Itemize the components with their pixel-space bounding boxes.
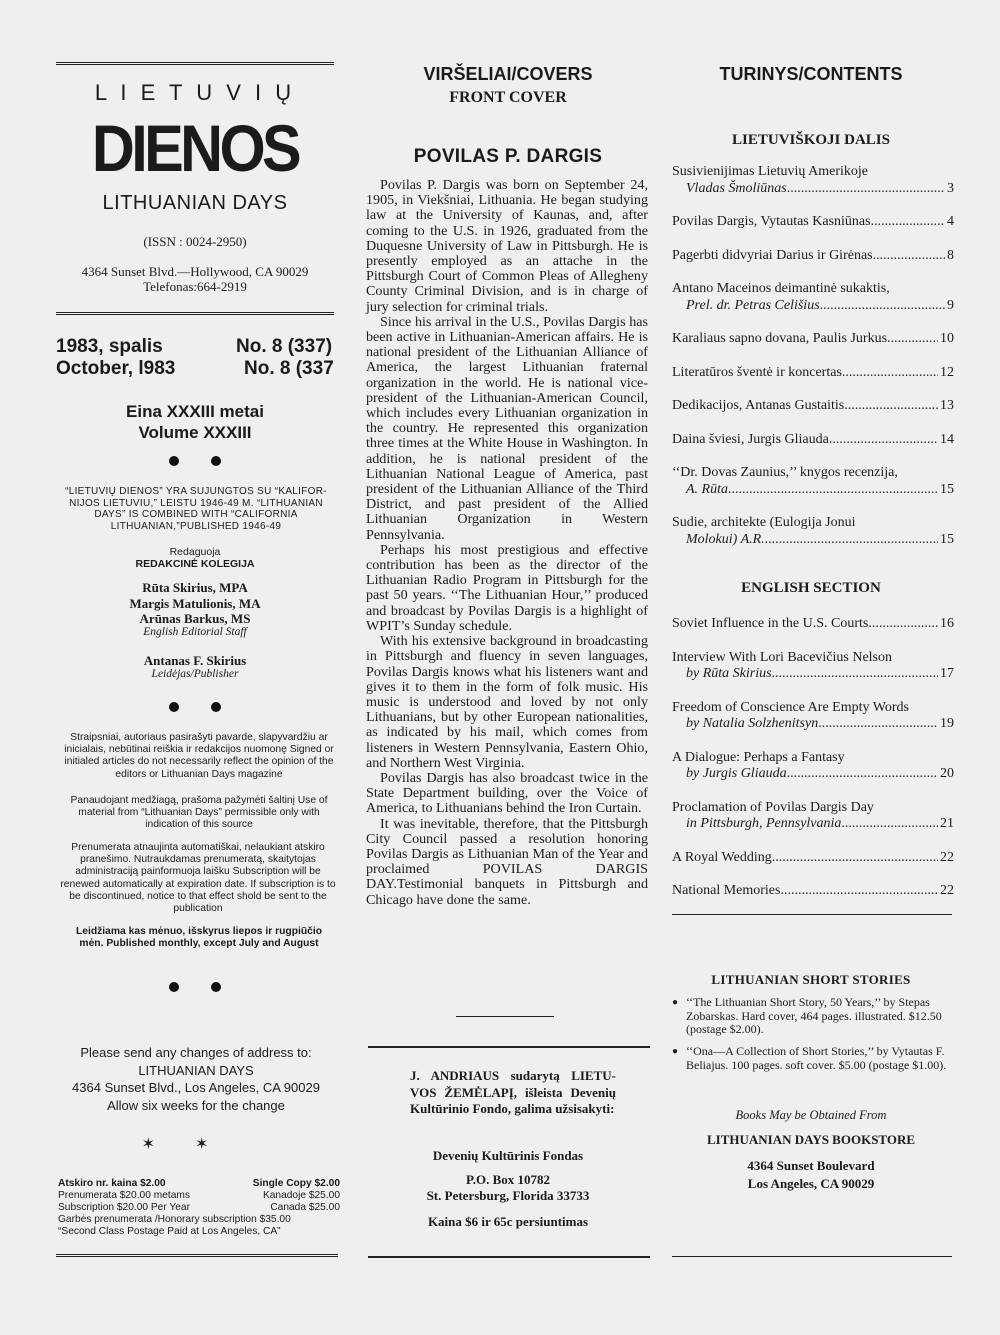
volume-en: Volume XXXIII [138, 423, 252, 442]
toc-page-number: 10 [940, 331, 954, 346]
masthead-phone: Telefonas:664-2919 [143, 279, 247, 294]
issue-date-lt: 1983, spalis [56, 336, 163, 357]
address-change-line-1: Please send any changes of address to: [80, 1045, 312, 1060]
bookstore-city: Los Angeles, CA 90029 [747, 1176, 875, 1191]
toc-entry-row [672, 482, 954, 499]
en-section-heading: ENGLISH SECTION [741, 580, 881, 596]
toc-leader-dots [829, 432, 938, 449]
masthead-bottom-rule [56, 312, 334, 317]
covers-heading: VIRŠELIAI/COVERS [423, 64, 593, 84]
toc-leader-dots [842, 365, 938, 382]
masthead-address: 4364 Sunset Blvd.—Hollywood, CA 90029 [81, 264, 309, 279]
toc-entry-title: A Dialogue: Perhaps a Fantasy [672, 749, 845, 765]
editor-3: Arūnas Barkus, MS [139, 611, 251, 626]
toc-page-number: 17 [940, 666, 954, 681]
price-row-3 [58, 1202, 340, 1214]
toc-leader-dots [873, 248, 945, 265]
renewal-notice: Prenumerata atnaujinta automatiškai, nelaukiant atskiro pranešimo. Nutraukdamas prenumeratą, skaitytojas administraciją painformuoja laišku Subscription will be renewed automatically at expiration date. If subscription is to be discontinued, notice to that effect shold be sent to the publication [60, 842, 336, 915]
toc-page-number: 9 [947, 297, 954, 313]
signed-articles-notice: Straipsniai, autoriaus pasirašyti pavarde, slapyvardžiu ar inicialais, nebūtinai reiškia ir redakcijos nuomonę Signed or initialed articles do not necessarily reflect the opinion of the editors or Lithuanian Days magazine [64, 732, 334, 780]
toc-entry-text: Prel. dr. Petras Celišius [686, 297, 820, 313]
toc-entry-text: Pagerbti didvyriai Darius ir Girėnas [672, 247, 873, 263]
toc-entry-row [672, 398, 954, 415]
toc-entry-row [672, 616, 954, 633]
canada-en: Canada $25.00 [270, 1202, 340, 1214]
map-ad-box: P.O. Box 10782 [465, 1172, 551, 1187]
toc-entry [672, 700, 954, 733]
toc-entry-title: Susivienijimas Lietuvių Amerikoje [672, 164, 868, 179]
toc-entry [672, 214, 954, 231]
masthead-top-rule [56, 62, 334, 67]
bullet-divider-2 [56, 698, 334, 716]
toc-page-number: 15 [940, 481, 954, 497]
price-row-2 [58, 1190, 340, 1202]
toc-entry-title: Interview With Lori Bacevičius Nelson [672, 649, 893, 665]
bullet-divider-1 [56, 452, 334, 470]
toc-entry-row [672, 331, 954, 348]
toc-entry-text: Karaliaus sapno dovana, Paulis Jurkus [672, 331, 888, 346]
masthead-lithuanian-days: LITHUANIAN DAYS [102, 192, 288, 214]
toc-entry-text: Molokui) A.R. [686, 531, 765, 547]
toc-entry-text: National Memories [672, 883, 781, 898]
toc-entry-row [672, 248, 954, 265]
left-bottom-rule [56, 1254, 338, 1259]
toc-entry-row [672, 716, 954, 733]
subscription-lt: Prenumerata $20.00 metams [58, 1190, 190, 1202]
toc-page-number: 19 [940, 716, 954, 731]
map-ad-price: Kaina $6 ir 65c persiuntimas [427, 1214, 589, 1229]
toc-leader-dots [780, 883, 938, 900]
article-paragraph: Povilas P. Dargis was born on September 24, 1905, in Viekšniai, Lithuania. He began studying law at the University of Kaunas, and, after coming to the U.S. in 1926, graduated from the Duquesne University of Law in Pittsburgh. He is presently employed as an attache in the Pittsburgh Court of Common Pleas of Allegheny County Criminal Division, and is in charge of jury selection for criminal trials. [366, 177, 648, 315]
short-story-text: ‘‘The Lithuanian Short Story, 50 Years,’’ by Stepas Zobarskas. Hard cover, 464 pages. illustrated. $12.50 (postage $2.00). [686, 995, 942, 1036]
address-change-block [48, 1044, 344, 1114]
toc-entry-row [672, 883, 954, 900]
toc-page-number: 3 [947, 180, 954, 196]
toc-entry-row [672, 666, 954, 683]
en-contents-list [672, 616, 954, 917]
bullet-divider-3 [56, 978, 334, 996]
short-stories-heading: LITHUANIAN SHORT STORIES [711, 972, 911, 987]
toc-entry-title: ‘‘Dr. Dovas Zaunius,’’ knygos recenzija, [672, 465, 898, 480]
toc-page-number: 20 [940, 766, 954, 781]
toc-entry-row [672, 432, 954, 449]
price-block [58, 1178, 340, 1238]
article-paragraph: Perhaps his most prestigious and effective contribution has been as the director of the Lithuanian Radio Program in Pittsburgh for the past 50 years. ‘‘The Lithuanian Hour,’’ produced and broadcast by Povilas Dargis is a highlight of WPIT’s Sunday schedule. [366, 541, 648, 634]
toc-entry [672, 800, 954, 833]
toc-leader-dots [868, 616, 938, 633]
toc-entry-text: A Royal Wedding [672, 849, 772, 865]
toc-entry [672, 331, 954, 348]
right-bottom-rule [672, 1256, 952, 1257]
toc-leader-dots [841, 816, 938, 833]
map-ad-top-rule [368, 1046, 650, 1048]
editor-1: Rūta Skirius, MPA [142, 580, 248, 595]
short-story-item-1 [672, 996, 954, 1037]
toc-leader-dots [871, 214, 945, 231]
contents-heading: TURINYS/CONTENTS [719, 64, 903, 84]
toc-entry [672, 883, 954, 900]
toc-leader-dots [844, 398, 938, 415]
bullet-dot [211, 982, 221, 992]
volume-lt: Eina XXXIII metai [126, 402, 264, 421]
editorial-board-title: REDAKCINĖ KOLEGIJA [135, 558, 255, 570]
toc-page-number: 13 [940, 398, 954, 413]
editorial-staff-label: English Editorial Staff [143, 626, 247, 638]
toc-entry-row [672, 850, 954, 867]
bullet-dot [211, 702, 221, 712]
toc-leader-dots [787, 766, 938, 783]
toc-entry-row [672, 214, 954, 231]
issue-date-en: October, l983 [56, 358, 176, 379]
toc-page-number: 15 [940, 531, 954, 547]
toc-leader-dots [887, 331, 938, 348]
issue-number-lt: No. 8 (337) [236, 336, 333, 357]
single-copy-en: Single Copy $2.00 [252, 1178, 340, 1189]
issn: (ISSN : 0024-2950) [143, 234, 247, 249]
toc-entry-title: Proclamation of Povilas Dargis Day [672, 799, 874, 815]
map-ad-city: St. Petersburg, Florida 33733 [426, 1188, 590, 1203]
article-title: POVILAS P. DARGIS [413, 146, 603, 167]
lt-contents-list [672, 164, 954, 565]
toc-leader-dots [765, 532, 938, 549]
toc-entry [672, 465, 954, 498]
toc-entry-row [672, 365, 954, 382]
canada-lt: Kanadoje $25.00 [262, 1190, 340, 1202]
article-end-rule [456, 1016, 554, 1017]
toc-leader-dots [787, 181, 945, 198]
toc-page-number: 22 [940, 849, 954, 865]
monthly-notice: Leidžiama kas mėnuo, išskyrus liepos ir rugpiūčio mėn. Published monthly, except July and August [75, 926, 323, 950]
address-change-line-3: 4364 Sunset Blvd., Los Angeles, CA 90029 [72, 1080, 320, 1095]
bullet-icon: ● [672, 1046, 679, 1057]
article-paragraph: With his extensive background in broadcasting in Pittsburgh and fluency in seven languages, Povilas Dargis knows what his listeners want and gives it to them in the form of folk music. His music is understood and loved by not only Lithuanians, but by other European nationalities, as indicated by his mail, which comes from listeners in Western Pennsylvania, Eastern Ohio, and Northern West Virginia. [366, 633, 648, 771]
toc-page-number: 21 [940, 816, 954, 831]
contents-bottom-rule [672, 914, 952, 915]
toc-entry-text: Soviet Influence in the U.S. Courts [672, 616, 869, 631]
star-divider: ✶✶ [141, 1136, 249, 1153]
toc-entry-text: Povilas Dargis, Vytautas Kasniūnas [672, 214, 871, 229]
masthead-lietuviu: L I E T U V I Ų [94, 80, 296, 105]
address-change-line-4: Allow six weeks for the change [107, 1097, 285, 1113]
article-paragraph: It was inevitable, therefore, that the Pittsburgh City Council passed a resolution honoring Povilas Dargis as Lithuanian Man of the Year and proclaimed POVILAS DARGIS DAY.Testimonial banquets in Pittsburgh and Chicago have done the same. [366, 815, 648, 908]
toc-entry-row [672, 298, 954, 315]
toc-entry-row [672, 766, 954, 783]
toc-entry [672, 248, 954, 265]
bullet-dot [169, 702, 179, 712]
toc-entry-text: by Natalia Solzhenitsyn [686, 716, 819, 731]
toc-entry-row [672, 181, 954, 198]
toc-page-number: 22 [940, 883, 954, 898]
subscription-en: Subscription $20.00 Per Year [58, 1202, 190, 1214]
toc-entry-title: Sudie, architekte (Eulogija Jonui [672, 515, 856, 530]
publisher-title: Leidėjas/Publisher [151, 668, 239, 680]
price-row-1 [58, 1178, 340, 1190]
toc-page-number: 16 [940, 616, 954, 631]
article-body [366, 178, 648, 908]
toc-entry-row [672, 532, 954, 549]
toc-entry-text: Literatūros šventė ir koncertas [672, 364, 842, 380]
toc-entry [672, 398, 954, 415]
single-copy-lt: Atskiro nr. kaina $2.00 [58, 1178, 166, 1189]
toc-entry [672, 164, 954, 197]
toc-leader-dots [818, 716, 938, 733]
toc-entry-text: Daina šviesi, Jurgis Gliauda [672, 431, 829, 447]
address-change-line-2: LITHUANIAN DAYS [138, 1062, 254, 1078]
map-ad-intro: J. ANDRIAUS sudarytą LIETU-VOS ŽEMĖLAPĮ, išleista Devenių Kultūrinio Fondo, galima užsisakyti: [410, 1068, 616, 1116]
short-story-item-2 [672, 1045, 954, 1072]
toc-entry [672, 850, 954, 867]
toc-page-number: 8 [947, 247, 954, 263]
masthead-dienos: DIENOS [91, 111, 299, 185]
toc-entry-text: A. Rūta [686, 481, 728, 497]
front-cover-subheading: FRONT COVER [449, 89, 567, 106]
toc-entry [672, 281, 954, 314]
map-ad-bottom-rule [368, 1256, 650, 1258]
bookstore-street: 4364 Sunset Boulevard [747, 1158, 875, 1173]
editor-2: Margis Matulionis, MA [129, 596, 261, 611]
publisher-name: Antanas F. Skirius [143, 653, 247, 668]
toc-page-number: 12 [940, 364, 954, 380]
toc-page-number: 14 [940, 431, 954, 447]
toc-entry [672, 515, 954, 548]
toc-entry-text: Vladas Šmoliūnas [686, 180, 787, 196]
toc-leader-dots [728, 482, 938, 499]
toc-entry-row [672, 816, 954, 833]
article-paragraph: Povilas Dargis has also broadcast twice in the State Department building, over the Voice of America, to Lithuanians behind the Iron Curtain. [366, 769, 648, 817]
toc-entry-title: Antano Maceinos deimantinė sukaktis, [672, 281, 890, 296]
map-ad-org: Devenių Kultūrinis Fondas [432, 1148, 584, 1163]
issue-number-en: No. 8 (337 [244, 358, 334, 379]
material-use-notice: Panaudojant medžiagą, prašoma pažymėti šaltinį Use of material from “Lithuanian Days” permissible only with indication of this source [70, 795, 328, 831]
toc-entry [672, 365, 954, 382]
article-paragraph: Since his arrival in the U.S., Povilas Dargis has been active in Lithuanian-American affairs. He is national president of the Lithuanian Alliance of America, the largest Lithuanian fraternal organization in the world. He is national vice-president of the Lithuanian-American Council, which includes every Lithuanian organization in the country. He represented this organization three times at the White House in Washington. In addition, he is national president of the Lithuanian National League of America, past president of the Lithuanian Alliance of the Third District, and past president of the Allied Lithuanian Organization in Western Pennsylvania. [366, 313, 648, 543]
bookstore-name: LITHUANIAN DAYS BOOKSTORE [706, 1132, 916, 1147]
bullet-dot [211, 456, 221, 466]
toc-entry-title: Freedom of Conscience Are Empty Words [672, 699, 909, 715]
bullet-icon: ● [672, 997, 679, 1008]
short-story-text: ‘‘Ona—A Collection of Short Stories,’’ by Vytautas F. Beliajus. 100 pages. soft cover. $5.00 (postage $1.00). [686, 1044, 947, 1072]
toc-page-number: 4 [947, 214, 954, 229]
toc-leader-dots [772, 850, 938, 867]
toc-entry-text: by Rūta Skirius [686, 666, 772, 681]
honorary-subscription: Garbės prenumerata /Honorary subscription $35.00 [58, 1214, 291, 1226]
books-obtained-note: Books May be Obtained From [735, 1108, 887, 1122]
bullet-dot [169, 456, 179, 466]
toc-entry [672, 650, 954, 683]
toc-entry [672, 750, 954, 783]
lt-section-heading: LIETUVIŠKOJI DALIS [732, 132, 890, 148]
toc-entry [672, 432, 954, 449]
toc-leader-dots [772, 666, 938, 683]
redaguoja-label: Redaguoja [169, 546, 221, 558]
bullet-dot [169, 982, 179, 992]
toc-leader-dots [820, 298, 945, 315]
toc-entry [672, 616, 954, 633]
toc-entry-text: in Pittsburgh, Pennsylvania [686, 816, 842, 831]
toc-entry-text: by Jurgis Gliauda [686, 766, 787, 781]
combined-note: “LIETUVIŲ DIENOS” YRA SUJUNGTOS SU “KALIFOR-NIJOS LIETUVIU,” LEISTU 1946-49 M. “LITHUANIAN DAYS” IS COMBINED WITH “CALIFORNIA LITHUANIAN,”PUBLISHED 1946-49 [65, 486, 327, 532]
toc-entry-text: Dedikacijos, Antanas Gustaitis [672, 398, 845, 413]
postage-note: “Second Class Postage Paid at Los Angeles, CA” [58, 1226, 281, 1238]
